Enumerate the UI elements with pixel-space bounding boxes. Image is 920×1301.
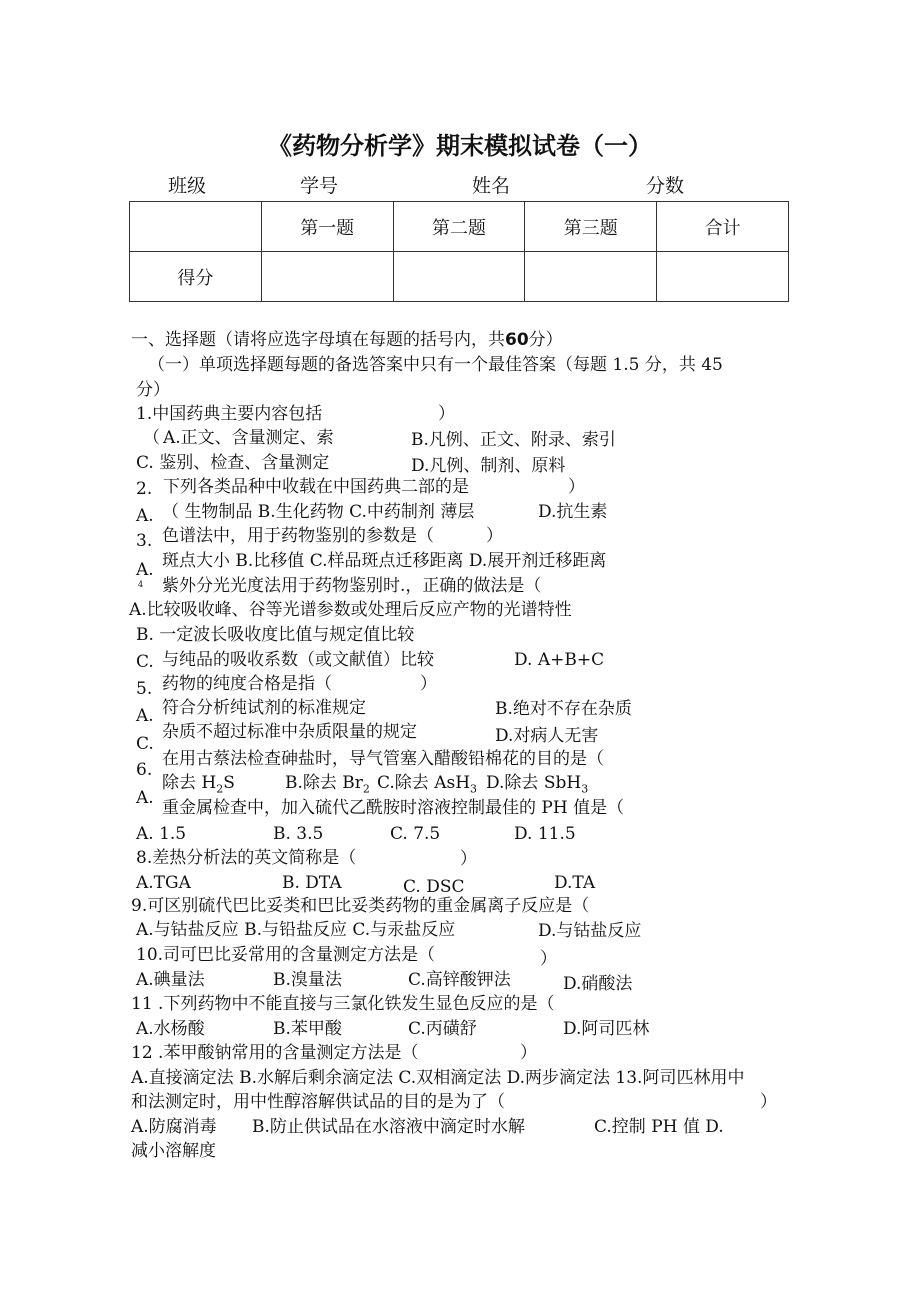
question-10-option-c: C.高锌酸钾法 (408, 970, 511, 990)
student-id-label: 学号 (300, 175, 339, 197)
question-1-paren: ） (438, 404, 455, 424)
question-2-number: 2. (136, 479, 153, 499)
question-6-number: 6. (136, 760, 153, 780)
question-4: 紫外分光光度法用于药物鉴别时.，正确的做法是（ (162, 576, 542, 596)
question-4-option-c-letter: C. (136, 652, 154, 672)
score-cell-q1[interactable] (261, 252, 393, 302)
question-12-options: A.直接滴定法 B.水解后剩余滴定法 C.双相滴定法 D.两步滴定法 13.阿司匹林用中 (131, 1068, 745, 1088)
question-7-option-a: A. 1.5 (136, 824, 187, 844)
question-10-paren: ） (540, 949, 557, 969)
score-table (129, 201, 789, 302)
question-1-option-d: D.凡例、制剂、原料 (411, 456, 566, 476)
question-11-option-c: C.丙磺舒 (408, 1019, 477, 1039)
question-7: 重金属检查中，加入硫代乙酰胺时溶液控制最佳的 PH 值是（ (162, 798, 625, 818)
question-13-paren: ） (760, 1092, 777, 1112)
question-9-option-d: D.与钴盐反应 (538, 921, 642, 941)
question-6-option-letter: A. (136, 788, 154, 808)
question-6-option-b: B.除去 $Br_2$ (285, 773, 370, 796)
score-table-corner (130, 202, 262, 252)
question-4-number: 4 (138, 580, 144, 589)
question-7-option-b: B. 3.5 (273, 824, 324, 844)
score-col-q2: 第二题 (393, 202, 525, 252)
question-2-option-letter: A. (136, 506, 154, 526)
question-8-option-b: B. DTA (282, 873, 342, 893)
question-13-option-a: A.防腐消毒 (131, 1117, 217, 1137)
question-8-paren: ） (460, 849, 477, 869)
section-heading: 一、选择题（请将应选字母填在每题的括号内，共60分） (131, 330, 563, 350)
sub-heading-line2: 分） (136, 380, 170, 400)
question-4-option-a: A.比较吸收峰、谷等光谱参数或处理后反应产物的光谱特性 (129, 600, 572, 620)
score-table-score-row (130, 252, 789, 302)
question-1-option-c: C. 鉴别、检查、含量测定 (136, 453, 330, 473)
question-5-option-a: 符合分析纯试剂的标准规定 (162, 698, 366, 718)
question-1: 1.中国药典主要内容包括 (136, 404, 323, 424)
question-4-option-c: 与纯品的吸收系数（或文献值）比较 (162, 650, 434, 670)
question-13: 和法测定时，用中性醇溶解供试品的目的是为了（ (131, 1092, 505, 1112)
question-7-option-d: D. 11.5 (514, 824, 576, 844)
question-12-paren: ） (520, 1043, 537, 1063)
question-10-option-d: D.硝酸法 (563, 974, 633, 994)
question-8-option-d: D.TA (554, 873, 596, 893)
question-10-option-b: B.溴量法 (273, 970, 342, 990)
question-11-option-b: B.苯甲酸 (273, 1019, 342, 1039)
question-6: 在用古蔡法检查砷盐时，导气管塞入醋酸铅棉花的目的是（ (162, 749, 604, 769)
question-1-open-paren: （ (143, 428, 160, 448)
question-10: 10.司可巴比妥常用的含量测定方法是（ (136, 945, 436, 965)
question-9: 9.可区别硫代巴比妥类和巴比妥类药物的重金属离子反应是（ (131, 896, 590, 916)
question-2-options: （ 生物制品 B.生化药物 C.中药制剂 薄层 (162, 502, 475, 522)
name-label: 姓名 (472, 175, 511, 197)
question-8-option-c: C. DSC (403, 877, 465, 897)
question-5: 药物的纯度合格是指（ (162, 674, 332, 694)
question-5-option-c: 杂质不超过标准中杂质限量的规定 (162, 722, 417, 742)
score-col-q3: 第三题 (525, 202, 657, 252)
question-11-option-d: D.阿司匹林 (563, 1019, 650, 1039)
question-8: 8.差热分析法的英文简称是（ (136, 848, 357, 868)
question-5-option-d: D.对病人无害 (495, 726, 599, 746)
question-5-paren: ） (420, 674, 437, 694)
question-3-paren: ） (486, 526, 503, 546)
question-12: 12 .苯甲酸钠常用的含量测定方法是（ (131, 1043, 419, 1063)
question-3-options: 斑点大小 B.比移值 C.样品斑点迁移距离 D.展开剂迁移距离 (162, 551, 607, 571)
score-cell-total[interactable] (657, 252, 789, 302)
question-6-option-a: 除去 $H_2S$ (162, 773, 235, 796)
sub-heading-line1: （一）单项选择题每题的备选答案中只有一个最佳答案（每题 1.5 分，共 45 (148, 355, 723, 375)
question-13-option-c: C.控制 PH 值 D. (594, 1117, 724, 1137)
score-label: 分数 (646, 175, 685, 197)
question-3: 色谱法中，用于药物鉴别的参数是（ (162, 526, 434, 546)
question-2-option-d: D.抗生素 (538, 502, 608, 522)
question-3-option-letter: A. (136, 560, 154, 580)
score-cell-q3[interactable] (525, 252, 657, 302)
question-11: 11 .下列药物中不能直接与三氯化铁发生显色反应的是（ (131, 994, 555, 1014)
class-label: 班级 (168, 175, 207, 197)
page-title: 《药物分析学》期末模拟试卷（一） (268, 132, 652, 160)
question-6-option-d: D.除去 SbH$_3$ (486, 773, 589, 796)
question-6-option-c: C.除去 AsH$_3$ (377, 773, 478, 796)
question-2: 下列各类品种中收载在中国药典二部的是 (163, 477, 469, 497)
question-8-option-a: A.TGA (136, 873, 191, 893)
question-11-option-a: A.水杨酸 (136, 1019, 205, 1039)
score-col-q1: 第一题 (261, 202, 393, 252)
question-13-option-d: 减小溶解度 (131, 1141, 216, 1161)
question-5-option-c-letter: C. (136, 734, 154, 754)
question-5-option-b: B.绝对不存在杂质 (495, 699, 632, 719)
score-cell-q2[interactable] (393, 252, 525, 302)
question-7-option-c: C. 7.5 (390, 824, 441, 844)
question-9-options: A.与钴盐反应 B.与铅盐反应 C.与汞盐反应 (136, 920, 456, 940)
question-13-option-b: B.防止供试品在水溶液中滴定时水解 (252, 1117, 525, 1137)
question-4-option-b: B. 一定波长吸收度比值与规定值比较 (136, 625, 415, 645)
question-4-option-d: D. A+B+C (514, 650, 605, 670)
score-table-header-row (130, 202, 789, 252)
question-5-number: 5. (136, 679, 153, 699)
question-2-paren: ） (568, 477, 585, 497)
question-1-option-a: A.正文、含量测定、索 (163, 428, 334, 448)
score-row-label: 得分 (130, 252, 262, 302)
question-3-number: 3. (136, 531, 153, 551)
question-5-option-a-letter: A. (136, 706, 154, 726)
score-col-total: 合计 (657, 202, 789, 252)
question-10-option-a: A.碘量法 (136, 970, 205, 990)
question-1-option-b: B.凡例、正文、附录、索引 (411, 430, 616, 450)
